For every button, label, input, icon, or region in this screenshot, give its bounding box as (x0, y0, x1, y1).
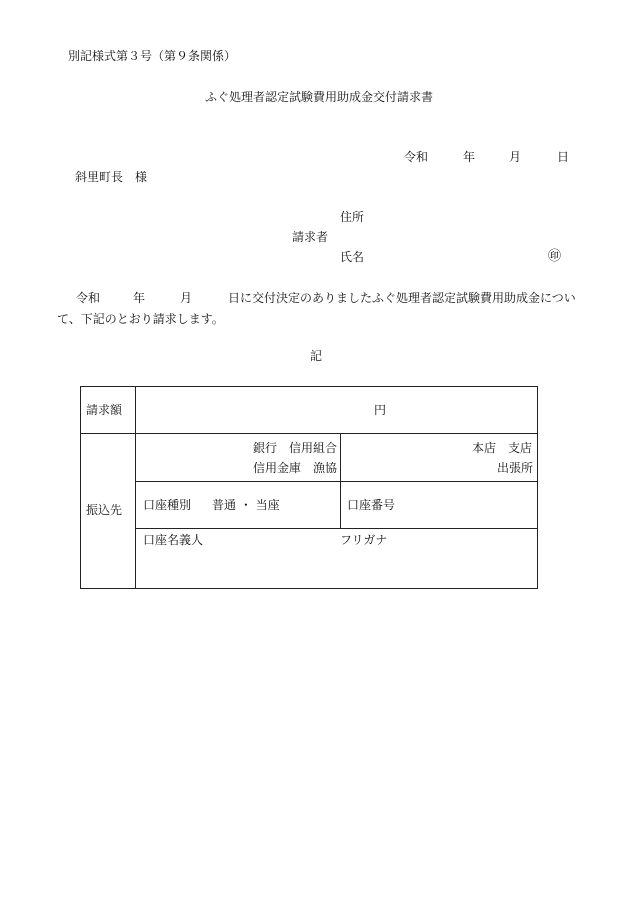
bank-types-line2: 信用金庫 漁協 (253, 461, 338, 475)
body-line2: て、下記のとおり請求します。 (57, 312, 224, 326)
furigana-label: フリガナ (340, 533, 388, 547)
account-type-options: 普通 ・ 当座 (212, 498, 280, 512)
date-year-unit: 年 (463, 150, 476, 164)
seal-mark: ㊞ (548, 249, 562, 264)
addressee: 斜里町長 様 (75, 170, 148, 184)
branch-line2: 出張所 (497, 461, 534, 475)
transfer-label: 振込先 (86, 503, 123, 517)
date-month-unit: 月 (509, 150, 522, 164)
ki-heading: 記 (310, 349, 323, 363)
name-label: 氏名 (340, 250, 365, 264)
account-number-label: 口座番号 (347, 498, 396, 512)
date-era: 令和 (404, 150, 429, 164)
body-year-unit: 年 (133, 291, 146, 305)
form-number: 別記様式第３号（第９条関係） (68, 49, 237, 63)
body-line1: 日に交付決定のありましたふぐ処理者認定試験費用助成金につい (228, 291, 576, 305)
account-type-label: 口座種別 (143, 498, 192, 512)
date-day-unit: 日 (557, 150, 570, 164)
document-title: ふぐ処理者認定試験費用助成金交付請求書 (205, 90, 434, 104)
account-holder-label: 口座名義人 (143, 533, 204, 547)
address-label: 住所 (340, 210, 365, 224)
body-month-unit: 月 (180, 291, 193, 305)
requester-label: 請求者 (292, 230, 329, 244)
body-era: 令和 (76, 291, 101, 305)
amount-unit: 円 (374, 403, 387, 417)
amount-value-cell[interactable] (135, 386, 538, 434)
branch-line1: 本店 支店 (472, 441, 533, 455)
amount-label: 請求額 (86, 403, 123, 417)
bank-types-line1: 銀行 信用組合 (253, 441, 338, 455)
